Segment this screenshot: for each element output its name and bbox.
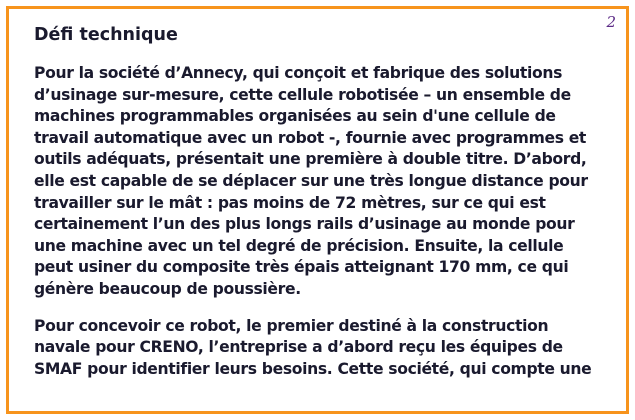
paragraph-2: Pour concevoir ce robot, le premier destiné à la construction navale pour CRENO, l’entreprise a d’abord reçu les équipes de SMAF pour identifier leurs besoins. Cette société, qui compte une xyxy=(34,316,592,378)
document-body xyxy=(34,24,599,395)
section-title: Défi technique xyxy=(34,25,178,45)
page-frame xyxy=(6,6,629,414)
paragraph-1: Pour la société d’Annecy, qui conçoit et fabrique des solutions d’usinage sur-mesure, cette cellule robotisée – un ensemble de machines programmables organisées au sein d'une cellule de travail automatique avec un robot -, fournie avec programmes et outils adéquats, présentait une première à double titre. D’abord, elle est capable de se déplacer sur une très longue distance pour travailler sur le mât : pas moins de 72 mètres, sur ce qui est certainement l’un des plus longs rails d’usinage au monde pour une machine avec un tel degré de précision. Ensuite, la cellule peut usiner du composite très épais atteignant 170 mm, ce qui génère beaucoup de poussière. xyxy=(34,64,588,298)
page-number: 2 xyxy=(606,13,616,31)
